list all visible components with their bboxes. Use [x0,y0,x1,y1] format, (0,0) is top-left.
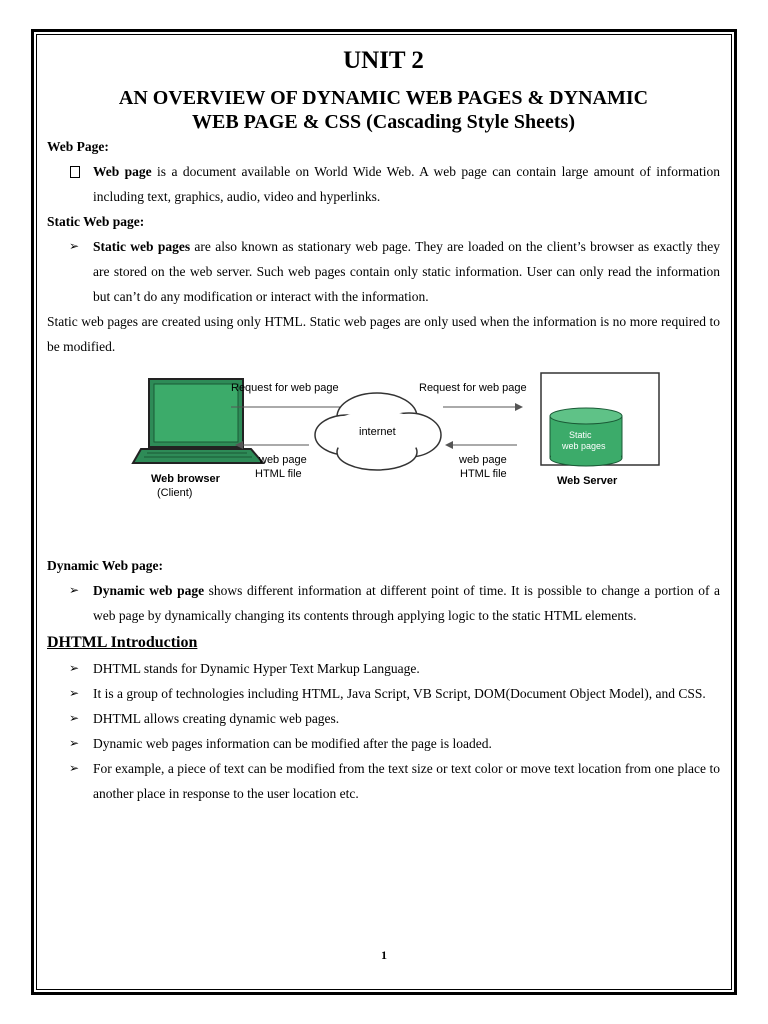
dhtml-item-text: Dynamic web pages information can be modified after the page is loaded. [93,736,492,751]
static-web-page-bullet [47,234,720,309]
static-web-page-bullet-lead: Static web pages [93,239,191,254]
web-page-bullet-lead: Web page [93,164,152,179]
dhtml-item [47,656,720,681]
dhtml-item-text: It is a group of technologies including HTML, Java Script, VB Script, DOM(Document Object Model), and CSS. [93,686,706,701]
page-number: 1 [381,948,387,962]
arrow-bullet-icon: ➢ [69,736,80,750]
client-label-2: (Client) [157,487,193,499]
arrow-bullet-icon: ➢ [69,711,80,725]
arrow-bullet-icon: ➢ [69,661,80,675]
static-web-page-bullet-text: are also known as stationary web page. They are loaded on the client’s browser as exactly they are stored on the web server. Such web pages contain only static information. User can only read the information but can’t do any modification or interact with the information. [93,239,720,304]
arrow-bullet-icon: ➢ [69,761,80,775]
web-request-diagram [47,367,720,557]
response-arrowhead-right [445,441,453,449]
main-title-line2: WEB PAGE & CSS (Cascading Style Sheets) [192,111,575,133]
web-page-bullet [47,159,720,209]
main-title-line1: AN OVERVIEW OF DYNAMIC WEB PAGES & DYNAMIC [118,87,649,109]
dhtml-item [47,706,720,731]
db-label-1: Static [569,430,592,440]
arrow-bullet-icon: ➢ [69,686,80,700]
dhtml-item [47,731,720,756]
db-label-2: web pages [562,441,606,451]
document-content [47,44,720,806]
dhtml-item-text: For example, a piece of text can be modified from the text size or text color or move text location from one place to another place in response to the user location etc. [93,761,720,801]
square-bullet-icon [70,166,80,178]
dhtml-item-text: DHTML allows creating dynamic web pages. [93,711,340,726]
main-title [47,86,720,134]
dhtml-heading: DHTML Introduction [47,634,198,651]
dynamic-web-page-bullet-text: shows different information at different point of time. It is possible to change a portion of a web page by dynamically changing its contents through applying logic to the static HTML elements. [93,583,721,623]
arrow-bullet-icon: ➢ [69,583,80,597]
dhtml-item [47,756,720,806]
diagram-svg [47,367,720,557]
request-label-left: Request for web page [231,382,339,394]
request-label-right: Request for web page [419,382,527,394]
dhtml-item-text: DHTML stands for Dynamic Hyper Text Markup Language. [93,661,420,676]
dynamic-web-page-label: Dynamic Web page: [47,558,164,573]
response-right-label-2: HTML file [460,468,507,480]
dynamic-web-page-bullet [47,578,720,628]
unit-title: UNIT 2 [343,47,424,74]
arrow-bullet-icon: ➢ [69,239,80,253]
static-web-page-paragraph: Static web pages are created using only HTML. Static web pages are only used when the information is no more required to be modified. [47,314,720,354]
client-label-1: Web browser [151,473,220,485]
response-left-label-1: web page [259,454,307,466]
request-arrowhead-right [515,403,523,411]
static-web-page-label: Static Web page: [47,214,145,229]
dynamic-web-page-bullet-lead: Dynamic web page [93,583,205,598]
dhtml-item [47,681,720,706]
server-label: Web Server [557,475,618,487]
internet-label: internet [359,426,396,438]
response-right-label-1: web page [459,454,507,466]
web-page-bullet-text: is a document available on World Wide Web. A web page can contain large amount of information including text, graphics, audio, video and hyperlinks. [93,164,720,204]
web-page-label: Web Page: [47,139,109,154]
response-left-label-2: HTML file [255,468,302,480]
